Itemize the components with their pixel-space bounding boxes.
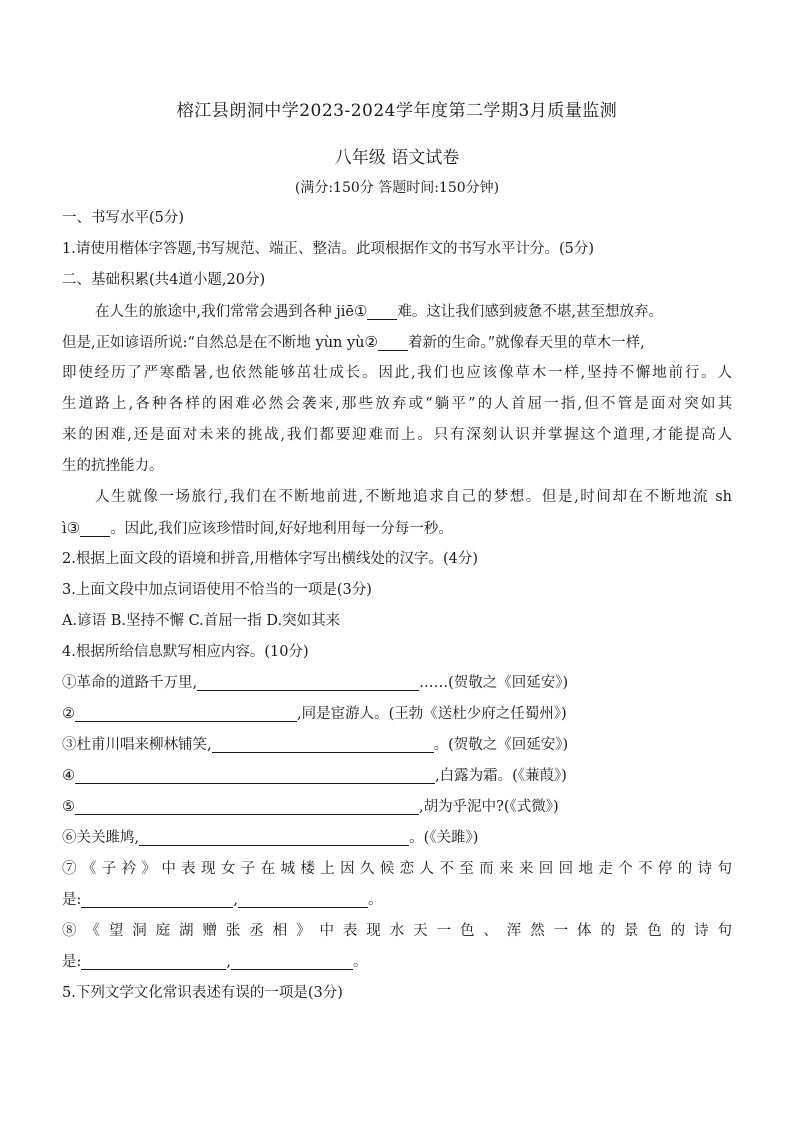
answer-blank[interactable] <box>139 827 409 846</box>
passage-text: ì <box>62 521 67 537</box>
recite-prompt: ③杜甫川唱来柳林铺笑, <box>62 737 212 753</box>
passage-line: 生的抗挫能力。 <box>62 458 164 474</box>
question-4: 4.根据所给信息默写相应内容。(10分) <box>62 644 309 660</box>
answer-blank[interactable] <box>81 889 233 908</box>
exam-subtitle: 八年级 语文试卷 <box>334 148 460 168</box>
passage-text: 但是,正如谚语所说:“自然总是在不断地 yùn yù <box>62 335 365 351</box>
blank-number: ② <box>364 333 378 351</box>
recite-end: 。 <box>353 954 368 970</box>
recite-prompt: ④ <box>62 768 75 784</box>
question-1: 1.请使用楷体字答题,书写规范、端正、整洁。此项根据作文的书写水平计分。(5分) <box>62 241 594 257</box>
passage-line <box>62 513 732 544</box>
answer-blank[interactable] <box>80 518 110 537</box>
recite-source: ,同是宦游人。(王勃《送杜少府之任蜀州》) <box>297 706 567 722</box>
answer-blank[interactable] <box>75 703 297 722</box>
recite-prompt: ⑤ <box>62 799 75 815</box>
recite-prompt: 是: <box>62 954 82 970</box>
recite-prompt: 是: <box>62 892 82 908</box>
exam-body <box>62 203 732 1009</box>
recite-source: ,胡为乎泥中?(《式微》) <box>419 799 559 815</box>
answer-blank[interactable] <box>367 301 397 320</box>
answer-blank[interactable] <box>231 951 353 970</box>
recite-source: 。(贺敬之《回延安》) <box>433 737 569 753</box>
recite-item-5 <box>62 792 732 823</box>
blank-number: ③ <box>66 519 81 537</box>
recite-item-7: ⑦《子衿》中表现女子在城楼上因久候恋人不至而来来回回地走个不停的诗句 <box>62 861 732 877</box>
question-3: 3.上面文段中加点词语使用不恰当的一项是(3分) <box>62 582 372 598</box>
recite-item-1 <box>62 668 732 699</box>
passage-text: 难。这让我们感到疲惫不堪,甚至想放弃。 <box>397 304 663 320</box>
recite-end: 。 <box>368 892 383 908</box>
recite-item-8: ⑧《望洞庭湖赠张丞相》中表现水天一色、浑然一体的景色的诗句 <box>62 923 732 939</box>
passage-text: 。因此,我们应该珍惜时间,好好地利用每一分每一秒。 <box>110 521 453 537</box>
recite-item-4 <box>62 761 732 792</box>
answer-blank[interactable] <box>378 332 408 351</box>
answer-blank[interactable] <box>212 734 434 753</box>
recite-separator: , <box>233 892 238 908</box>
recite-prompt: ①革命的道路千万里, <box>62 675 198 691</box>
passage-text: 着新的生命。”就像春天里的草木一样, <box>407 335 645 351</box>
exam-title: 榕江县朗洞中学2023-2024学年度第二学期3月质量监测 <box>176 101 618 121</box>
recite-item-2 <box>62 699 732 730</box>
recite-source: ,白露为霜。(《蒹葭》) <box>435 768 567 784</box>
recite-source: ……(贺敬之《回延安》) <box>419 675 569 691</box>
question-5: 5.下列文学文化常识表述有误的一项是(3分) <box>62 985 343 1001</box>
question-2: 2.根据上面文段的语境和拼音,用楷体字写出横线处的汉字。(4分) <box>62 551 478 567</box>
passage-line: 生道路上,各种各样的困难必然会袭来,那些放弃或“躺平”的人首屈一指,但不管是面对突如其 <box>62 396 732 412</box>
passage-line <box>62 296 732 327</box>
answer-blank[interactable] <box>81 951 226 970</box>
section-heading-2: 二、基础积累(共4道小题,20分) <box>62 272 266 288</box>
exam-info: (满分:150分 答题时间:150分钟) <box>294 180 500 196</box>
recite-item-7-answer <box>62 885 732 916</box>
passage-line <box>62 327 732 358</box>
recite-item-6 <box>62 823 732 854</box>
passage-line: 即使经历了严寒酷暑,也依然能够茁壮成长。因此,我们也应该像草木一样,坚持不懈地前行。人 <box>62 365 732 381</box>
section-heading-1: 一、书写水平(5分) <box>62 210 185 226</box>
recite-item-3 <box>62 730 732 761</box>
answer-blank[interactable] <box>238 889 368 908</box>
recite-prompt: ② <box>62 706 75 722</box>
passage-line: 人生就像一场旅行,我们在不断地前进,不断地追求自己的梦想。但是,时间却在不断地流 sh <box>95 489 732 505</box>
answer-blank[interactable] <box>75 796 419 815</box>
question-3-options: A.谚语 B.坚持不懈 C.首屈一指 D.突如其来 <box>62 613 341 629</box>
recite-item-8-answer <box>62 947 732 978</box>
passage-line: 来的困难,还是面对未来的挑战,我们都要迎难而上。只有深刻认识并掌握这个道理,才能提高人 <box>62 427 732 443</box>
blank-number: ① <box>353 302 368 320</box>
recite-separator: , <box>226 954 231 970</box>
recite-prompt: ⑥关关雎鸠, <box>62 830 140 846</box>
recite-source: 。(《关雎》) <box>409 830 479 846</box>
passage-text: 在人生的旅途中,我们常常会遇到各种 jiē <box>95 304 354 320</box>
answer-blank[interactable] <box>75 765 435 784</box>
answer-blank[interactable] <box>197 672 419 691</box>
